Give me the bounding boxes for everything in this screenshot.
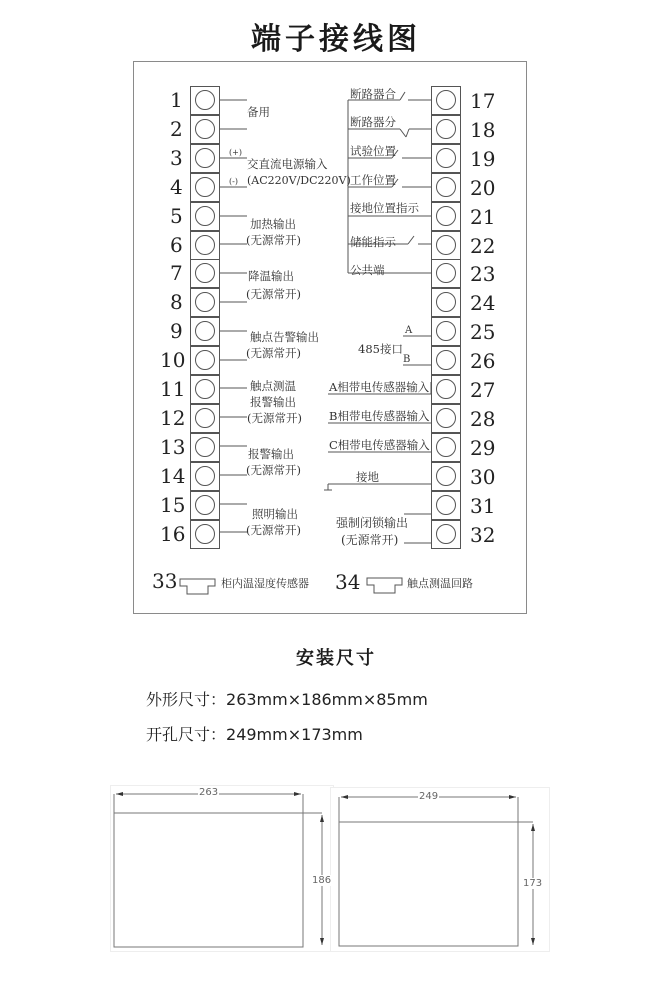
label-cooling-output: 降温输出 <box>248 269 294 283</box>
label-breaker-close: 断路器合 <box>350 87 396 101</box>
label-temp-alarm-nopen: (无源常开) <box>247 411 302 425</box>
outer-height-value: 186 <box>312 875 332 886</box>
label-contact-temp: 触点测温 <box>250 379 296 393</box>
terminal-number: 11 <box>160 377 186 401</box>
terminal-number: 17 <box>470 89 496 113</box>
label-alarm-output: 报警输出 <box>248 447 294 461</box>
label-temp-alarm-output: 报警输出 <box>250 395 296 409</box>
terminal-number: 25 <box>470 320 496 345</box>
terminal-number: 27 <box>470 378 496 402</box>
terminal-number: 15 <box>160 492 186 517</box>
terminal-number: 18 <box>470 117 496 142</box>
label-contact-alarm-output: 触点告警输出 <box>250 330 319 344</box>
terminal-number: 1 <box>170 88 183 112</box>
label-work-position: 工作位置 <box>350 173 396 187</box>
terminal-number: 9 <box>170 319 183 344</box>
label-485-b: B <box>403 354 411 365</box>
terminal-number: 3 <box>170 145 183 170</box>
label-lighting-output: 照明输出 <box>252 507 298 521</box>
label-heating-output: 加热输出 <box>250 217 296 231</box>
connector-34-number: 34 <box>335 570 361 594</box>
label-breaker-open: 断路器分 <box>350 115 396 129</box>
terminal-number: 21 <box>470 204 496 229</box>
label-common: 公共端 <box>350 263 385 277</box>
terminal-number: 22 <box>470 233 496 258</box>
terminal-number: 16 <box>160 521 186 546</box>
page-title: 端子接线图 <box>251 22 421 57</box>
terminal-number: 31 <box>470 493 496 518</box>
terminal-number: 13 <box>160 434 186 459</box>
terminal-number: 24 <box>470 291 496 316</box>
connector-34-label: 触点测温回路 <box>407 577 473 590</box>
terminal-number: 2 <box>170 116 183 141</box>
cutout-width-value: 249 <box>419 791 439 802</box>
label-forced-lock-output: 强制闭锁输出 <box>336 516 409 530</box>
terminal-number: 5 <box>170 203 183 228</box>
label-test-position: 试验位置 <box>350 144 396 158</box>
label-phase-a-sensor: A相带电传感器输入 <box>329 380 430 394</box>
terminal-number: 19 <box>470 146 496 171</box>
label-spare: 备用 <box>247 105 270 119</box>
terminal-number: 6 <box>170 232 183 257</box>
label-lighting-nopen: (无源常开) <box>246 523 301 537</box>
terminal-number: 32 <box>470 522 496 547</box>
label-485-port: 485接口 <box>358 342 403 356</box>
label-power-input: 交直流电源输入 <box>247 157 328 171</box>
label-minus: (-) <box>229 177 238 186</box>
terminal-number: 14 <box>160 463 186 488</box>
label-forced-lock-nopen: (无源常开) <box>341 533 399 547</box>
terminal-number: 23 <box>470 262 496 287</box>
label-cooling-nopen: (无源常开) <box>246 287 301 301</box>
label-plus: (+) <box>229 148 242 157</box>
terminal-number: 30 <box>470 464 496 489</box>
label-ground-position: 接地位置指示 <box>350 201 419 215</box>
label-power-spec: (AC220V/DC220V) <box>247 174 351 187</box>
terminal-number: 29 <box>470 435 496 460</box>
terminal-number: 7 <box>170 261 183 286</box>
outer-dimensions-value: 263mm×186mm×85mm <box>226 690 428 709</box>
label-alarm-nopen: (无源常开) <box>246 463 301 477</box>
install-heading: 安装尺寸 <box>296 648 376 669</box>
cutout-dimensions-label: 开孔尺寸： <box>146 725 227 744</box>
label-ground: 接地 <box>356 470 379 484</box>
outer-width-value: 263 <box>199 787 219 798</box>
terminal-number: 10 <box>160 348 186 373</box>
terminal-number: 4 <box>170 174 183 199</box>
cutout-dimensions-value: 249mm×173mm <box>226 725 363 744</box>
label-contact-alarm-nopen: (无源常开) <box>246 346 301 360</box>
label-phase-c-sensor: C相带电传感器输入 <box>329 438 430 452</box>
terminal-number: 26 <box>470 349 496 374</box>
connector-33-number: 33 <box>152 569 178 593</box>
terminal-number: 20 <box>470 175 496 200</box>
terminal-number: 12 <box>160 405 186 430</box>
label-485-a: A <box>405 325 413 336</box>
terminal-number: 28 <box>470 406 496 431</box>
cutout-height-value: 173 <box>523 878 543 889</box>
terminal-number: 8 <box>170 290 183 315</box>
label-phase-b-sensor: B相带电传感器输入 <box>329 409 430 423</box>
label-energy-storage: 储能指示 <box>350 235 396 249</box>
label-heating-nopen: (无源常开) <box>246 233 301 247</box>
outer-dimensions-label: 外形尺寸： <box>146 690 227 709</box>
connector-33-label: 柜内温湿度传感器 <box>221 577 309 590</box>
